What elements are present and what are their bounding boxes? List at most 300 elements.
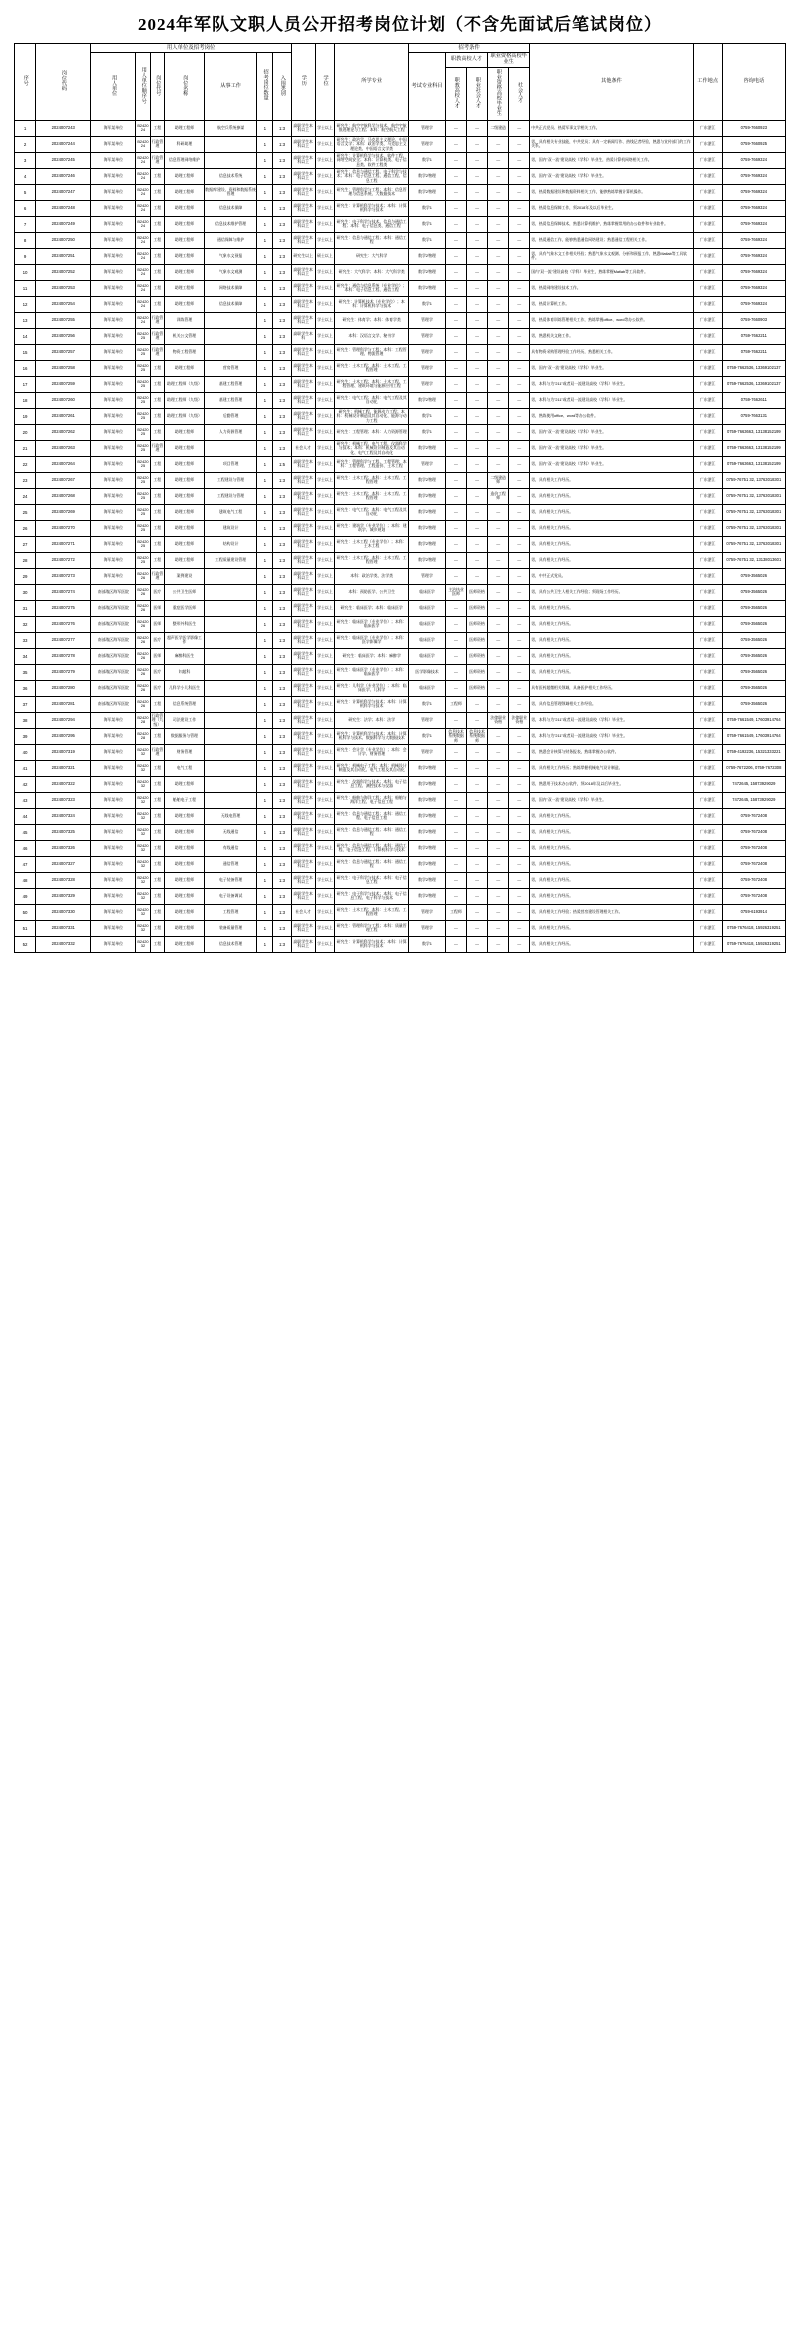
cell-pos: 工程 — [150, 920, 164, 936]
cell-subject: 临床医学 — [409, 632, 446, 648]
cell-posname: 助理工程师 — [165, 552, 205, 568]
cell-no: 40 — [15, 744, 36, 760]
cell-seq: B242024 — [136, 184, 150, 200]
cell-subject: 数学2物理 — [409, 280, 446, 296]
cell-n: 1 — [257, 568, 273, 584]
cell-subject: 数学2物理 — [409, 472, 446, 488]
cell-phone: 0759-7676418, 15926319251 — [722, 936, 785, 952]
cell-pos: 工程 — [150, 280, 164, 296]
cell-deg: 学士以上 — [315, 856, 335, 872]
cell-c3: — — [488, 552, 509, 568]
cell-posname: 助理工程师 — [165, 856, 205, 872]
cell-phone: 0759-3565026 — [722, 616, 785, 632]
cell-c2: — — [467, 520, 488, 536]
cell-job: 信息技术系统 — [204, 168, 257, 184]
cell-no: 3 — [15, 152, 36, 168]
cell-major: 研究生：大气科学；本科：大气科学类 — [335, 264, 409, 280]
cell-posname: 助理工程师 — [165, 808, 205, 824]
cell-n: 1 — [257, 536, 273, 552]
cell-c1: — — [445, 744, 466, 760]
cell-c1: — — [445, 408, 466, 424]
cell-major: 研究生：机械工程、能源动力工程；本科：机械设计制造及其自动化、能源与动力工程 — [336, 408, 407, 423]
cell-posname: 助理工程师 — [165, 840, 205, 856]
cell-dept: 海军某单位 — [91, 760, 136, 776]
cell-subject: 临床医学 — [409, 584, 446, 600]
cell-seq: B242032 — [136, 776, 150, 792]
table-row — [15, 712, 786, 728]
cell-phone: 0759-7669324 — [722, 184, 785, 200]
cell-ratio: 1:3 — [273, 600, 292, 616]
cell-phone: 0759-3565026 — [722, 568, 785, 584]
cell-pos: 工程 — [150, 776, 164, 792]
cell-c2: — — [467, 360, 488, 376]
cell-seq: B242026 — [136, 616, 150, 632]
cell-dept: 南部战区海军医院 — [91, 632, 136, 648]
cell-other: 男，国内"双一流"建设高校（学科）毕业生。 — [530, 440, 693, 456]
cell-job: 气象水文观测 — [204, 264, 257, 280]
cell-c1: — — [445, 184, 466, 200]
cell-other: 男，热爱网络建设技术工作。 — [530, 280, 693, 296]
cell-phone: 0759-7672408 — [722, 840, 785, 856]
table-row — [15, 920, 786, 936]
cell-pos: 工程 — [150, 472, 164, 488]
table-row — [15, 120, 786, 136]
cell-posname: 助理工程师 — [165, 440, 205, 456]
cell-phone: 0759-76751 32, 13763018301 — [722, 536, 785, 552]
cell-pos: 工程 — [150, 792, 164, 808]
cell-edu: 高职学生本科以上 — [291, 568, 315, 584]
cell-subject: 数学1 — [409, 200, 446, 216]
cell-n: 1 — [257, 152, 273, 168]
cell-job — [204, 600, 257, 616]
cell-dept: 海军某单位 — [91, 728, 136, 744]
cell-ratio: 1:3 — [273, 376, 292, 392]
cell-subject: 管理学 — [409, 920, 446, 936]
cell-n: 1 — [257, 312, 273, 328]
cell-dept: 海军某单位 — [91, 712, 136, 728]
cell-posname: 司法建设工作 — [165, 712, 205, 728]
cell-phone: 0759-6193914 — [722, 904, 785, 920]
cell-c2: — — [467, 376, 488, 392]
cell-dept: 海军某单位 — [91, 744, 136, 760]
cell-dept: 海军某单位 — [91, 872, 136, 888]
cell-no: 11 — [15, 280, 36, 296]
table-row — [15, 664, 786, 680]
cell-code: 2024007269 — [36, 504, 91, 520]
cell-other: 男，熟练使用office、word等办公软件。 — [530, 408, 693, 424]
cell-c1: — — [445, 248, 466, 264]
cell-seq: B242032 — [136, 840, 150, 856]
cell-pos: 工程 — [150, 696, 164, 712]
table-row — [15, 296, 786, 312]
cell-dept: 海军某单位 — [91, 536, 136, 552]
cell-ratio: 1:3 — [273, 248, 292, 264]
cell-seq: B242032 — [136, 936, 150, 952]
cell-other: 男，具有相关工作经历。 — [530, 888, 693, 904]
cell-major: 研究生：船舶与海洋工程；本科：船舶与海洋工程、电子信息工程 — [335, 792, 409, 808]
cell-phone: 0759-7660923 — [722, 120, 785, 136]
cell-c3: — — [488, 632, 509, 648]
cell-major: 研究生：计算机科学与技术；本科：计算机科学与技术 — [335, 936, 409, 952]
cell-phone: 0759-3565026 — [722, 600, 785, 616]
table-row — [15, 456, 786, 472]
cell-c4: — — [509, 696, 530, 712]
cell-edu: 高职学生本科以上 — [291, 264, 315, 280]
cell-n: 1 — [257, 664, 273, 680]
table-row — [15, 152, 786, 168]
cell-c4: — — [509, 584, 530, 600]
cell-c1: — — [445, 856, 466, 872]
cell-c2: — — [467, 840, 488, 856]
cell-deg: 学士以上 — [315, 584, 335, 600]
cell-phone: 0759-76751 32, 13763018301 — [722, 504, 785, 520]
cell-n: 1 — [257, 488, 273, 504]
cell-job: 建筑设计 — [204, 520, 257, 536]
cell-n: 1 — [257, 168, 273, 184]
cell-c3: — — [488, 824, 509, 840]
cell-deg: 学士以上 — [315, 728, 335, 744]
table-row — [15, 936, 786, 952]
cell-edu: 高职学生本科以上 — [291, 344, 315, 360]
cell-pos: 工程 — [150, 392, 164, 408]
cell-other: 男，具有公共卫生人相关工作经验；须现场工作经历。 — [530, 584, 693, 600]
cell-deg: 学士以上 — [315, 312, 335, 328]
cell-other: 男，具有相关工作经历。 — [530, 520, 693, 536]
cell-pos: 工程 — [150, 520, 164, 536]
cell-posname: 超声医学医学影像工作 — [165, 632, 205, 648]
cell-other: 男，国内"双一流"建设高校（学科）毕业生，热爱计算机网络相关工作。 — [530, 152, 693, 168]
cell-c4: — — [509, 520, 530, 536]
cell-pos: 工程 — [150, 856, 164, 872]
cell-phone: 0759-7662611 — [722, 392, 785, 408]
cell-posname: 助理工程师 — [165, 264, 205, 280]
cell-other: 男，具有相关工作经历。 — [530, 824, 693, 840]
cell-deg: 学士以上 — [315, 696, 335, 712]
cell-seq: B242025 — [136, 504, 150, 520]
cell-edu: 高职学生本科以上 — [291, 840, 315, 856]
cell-deg: 学士以上 — [315, 888, 335, 904]
cell-other: 男，具有相关工作经历。 — [530, 600, 693, 616]
cell-major: 研究生：信息与通信工程、电子科学与技术；本科：电子信息工程、通信工程、信息工程 — [336, 168, 407, 183]
cell-major: 研究生：土木工程（专业学位）；本科：土木工程 — [335, 536, 409, 552]
cell-c3: — — [488, 168, 509, 184]
table-row — [15, 728, 786, 744]
cell-pos: 行政管理 — [150, 328, 164, 344]
cell-c1: — — [445, 792, 466, 808]
cell-no: 49 — [15, 888, 36, 904]
cell-c2: — — [467, 424, 488, 440]
cell-posname: 训练管理 — [165, 312, 205, 328]
cell-n: 1 — [257, 696, 273, 712]
cell-deg: 学士以上 — [315, 344, 335, 360]
cell-deg: 学士以上 — [315, 264, 335, 280]
cell-c1: — — [445, 392, 466, 408]
table-row — [15, 856, 786, 872]
cell-c1: — — [445, 456, 466, 472]
cell-dept: 南部战区海军医院 — [91, 616, 136, 632]
cell-subject: 数学1 — [409, 152, 446, 168]
cell-dept: 海军某单位 — [91, 920, 136, 936]
cell-major: 研究生：计算机科学与技术、软件工程、网络空间安全；本科：计算机类、电子信息类、软件工程类 — [336, 152, 407, 167]
cell-major: 研究生：儿科学（专业学位）；本科：临床医学、儿科学 — [335, 680, 409, 696]
cell-seq: B242025 — [136, 472, 150, 488]
cell-dept: 海军某单位 — [91, 216, 136, 232]
cell-no: 45 — [15, 824, 36, 840]
cell-subject: 管理学 — [409, 120, 446, 136]
cell-c1: — — [445, 264, 466, 280]
cell-n: 1 — [257, 456, 273, 472]
cell-pos: 医疗 — [150, 632, 164, 648]
cell-seq: B242032 — [136, 760, 150, 776]
table-row — [15, 360, 786, 376]
cell-place: 广东湛江 — [693, 152, 722, 168]
table-row — [15, 472, 786, 488]
cell-major: 研究生：管理科学与工程；本科：工程管理、物流管理 — [335, 344, 409, 360]
cell-pos: 工程 — [150, 184, 164, 200]
table-row — [15, 744, 786, 760]
cell-c1: — — [445, 760, 466, 776]
cell-major: 研究生：机械工程、电气工程、仪器科学与技术；本科：机械设计制造及其自动化、电气工程及其自动化 — [336, 440, 407, 455]
cell-seq: B242025 — [136, 376, 150, 392]
cell-no: 1 — [15, 120, 36, 136]
cell-n: 1 — [257, 232, 273, 248]
cell-no: 15 — [15, 344, 36, 360]
cell-job: 人力资源管理 — [204, 424, 257, 440]
table-row — [15, 552, 786, 568]
cell-c1: — — [445, 136, 466, 152]
cell-ratio: 1:3 — [273, 808, 292, 824]
cell-no: 9 — [15, 248, 36, 264]
cell-c4: — — [509, 840, 530, 856]
cell-code: 2024007260 — [36, 392, 91, 408]
cell-code: 2024007263 — [36, 440, 91, 456]
cell-n: 1 — [257, 760, 273, 776]
cell-c4: — — [509, 856, 530, 872]
cell-c2: — — [467, 264, 488, 280]
cell-job — [204, 568, 257, 584]
cell-place: 广东湛江 — [693, 776, 722, 792]
cell-deg: 学士以上 — [315, 136, 335, 152]
cell-seq: B242032 — [136, 808, 150, 824]
cell-n: 1 — [257, 856, 273, 872]
cell-job — [204, 664, 257, 680]
cell-pos: 行政管理 — [150, 440, 164, 456]
cell-phone: 0759-3565026 — [722, 632, 785, 648]
cell-job — [204, 680, 257, 696]
cell-c1: — — [445, 120, 466, 136]
cell-deg: 学士以上 — [315, 408, 335, 424]
table-row — [15, 872, 786, 888]
cell-c4: — — [509, 824, 530, 840]
cell-code: 2024007256 — [36, 328, 91, 344]
cell-phone: 0759-7669324 — [722, 216, 785, 232]
cell-job — [204, 792, 257, 808]
cell-subject: 数学2物理 — [409, 520, 446, 536]
cell-c2: 医师资格 — [467, 616, 488, 632]
cell-pos: 工程 — [150, 872, 164, 888]
cell-dept: 海军某单位 — [91, 488, 136, 504]
cell-major: 研究生：政治学、马克思主义理论、中国语言文学；本科：政治学类、马克思主义理论类、中国语言文学类 — [336, 136, 407, 151]
cell-phone: 0759-7669324 — [722, 264, 785, 280]
cell-n: 1 — [257, 376, 273, 392]
cell-subject: 医学影像技术 — [409, 664, 446, 680]
cell-phone: 0759-3565026 — [722, 696, 785, 712]
cell-pos: 工程 — [150, 408, 164, 424]
cell-ratio: 1:3 — [273, 168, 292, 184]
table-row — [15, 568, 786, 584]
cell-dept: 海军某单位 — [91, 120, 136, 136]
table-row — [15, 776, 786, 792]
cell-code: 2024007268 — [36, 488, 91, 504]
cell-c1: — — [445, 312, 466, 328]
cell-c4: — — [509, 568, 530, 584]
cell-subject: 管理学 — [409, 328, 446, 344]
cell-edu: 高职学生本科以上 — [291, 216, 315, 232]
cell-edu: 高职学生本科以上 — [291, 776, 315, 792]
cell-major: 研究生：大气科学 — [335, 248, 409, 264]
cell-ratio: 1:3 — [273, 680, 292, 696]
cell-ratio: 1:3 — [273, 184, 292, 200]
cell-phone: 0759-7662536, 13369102137 — [722, 360, 785, 376]
th-count: 招考岗位数量 — [257, 53, 273, 121]
table-row — [15, 840, 786, 856]
cell-other: 男，具有相关工作经历。 — [530, 936, 693, 952]
cell-ratio: 1:3 — [273, 408, 292, 424]
cell-n: 1 — [257, 872, 273, 888]
cell-code: 2024007274 — [36, 584, 91, 600]
table-row — [15, 504, 786, 520]
cell-edu: 高职学生本科以上 — [291, 280, 315, 296]
cell-c2: — — [467, 936, 488, 952]
cell-pos: 工程 — [150, 200, 164, 216]
cell-major: 研究生：计算机科学与技术；本科：计算机科学与技术、数据科学与大数据技术 — [335, 728, 409, 744]
cell-ratio: 1:3 — [273, 616, 292, 632]
table-row — [15, 216, 786, 232]
cell-major: 本科：汉语言文学、秘书学 — [335, 328, 409, 344]
cell-no: 52 — [15, 936, 36, 952]
cell-pos: 工程 — [150, 376, 164, 392]
cell-posname: 助理工程师 — [165, 888, 205, 904]
cell-pos: 工程 — [150, 840, 164, 856]
cell-place: 广东湛江 — [693, 424, 722, 440]
cell-posname: 助理工程师 — [165, 904, 205, 920]
cell-subject: 管理学 — [409, 376, 446, 392]
cell-no: 48 — [15, 872, 36, 888]
cell-c4: — — [509, 632, 530, 648]
cell-job: 通信保障与维护 — [204, 232, 257, 248]
cell-seq: B242032 — [136, 872, 150, 888]
cell-deg: 学士以上 — [315, 936, 335, 952]
cell-phone: 0759-76751 32, 13138013601 — [722, 552, 785, 568]
cell-phone: 0759-7660903 — [722, 312, 785, 328]
cell-phone: 0759-7663663, 13138152199 — [722, 424, 785, 440]
cell-edu: 高职学生本科以上 — [291, 632, 315, 648]
cell-c4: — — [509, 872, 530, 888]
cell-posname: 物资工程管理 — [165, 344, 205, 360]
cell-other: 男，具有相关工作经历。 — [530, 920, 693, 936]
cell-c2: — — [467, 248, 488, 264]
cell-subject: 数学1 — [409, 728, 446, 744]
cell-c2: — — [467, 824, 488, 840]
cell-c3: — — [488, 456, 509, 472]
cell-no: 37 — [15, 696, 36, 712]
cell-c3: — — [488, 680, 509, 696]
cell-major: 研究生：工程管理；本科：人力资源管理 — [335, 424, 409, 440]
cell-pos: 行政管理 — [150, 136, 164, 152]
cell-deg: 学士以上 — [315, 808, 335, 824]
cell-phone: 0759-3565026 — [722, 680, 785, 696]
cell-c2: — — [467, 216, 488, 232]
cell-place: 广东湛江 — [693, 840, 722, 856]
cell-dept: 海军某单位 — [91, 936, 136, 952]
cell-edu: 高职学生本科以上 — [291, 520, 315, 536]
cell-c3: — — [488, 216, 509, 232]
cell-n: 1 — [257, 824, 273, 840]
cell-place: 广东湛江 — [693, 456, 722, 472]
cell-n: 1 — [257, 440, 273, 456]
cell-other: 男，具有相关工作经历。 — [530, 664, 693, 680]
cell-major: 研究生：通信与信息系统（专业学位）；本科：电子信息工程、通信工程 — [335, 280, 409, 296]
cell-n: 1 — [257, 344, 273, 360]
cell-seq: B242024 — [136, 248, 150, 264]
cell-ratio: 1:3 — [273, 920, 292, 936]
cell-dept: 海军某单位 — [91, 360, 136, 376]
cell-c1: — — [445, 920, 466, 936]
cell-posname: 助理工程师 — [165, 280, 205, 296]
cell-dept: 海军某单位 — [91, 456, 136, 472]
cell-c3: — — [488, 760, 509, 776]
cell-seq: B242025 — [136, 536, 150, 552]
cell-posname: 信息系统管理 — [165, 696, 205, 712]
table-row — [15, 232, 786, 248]
cell-phone: 0759-7662211 — [722, 344, 785, 360]
cell-major: 研究生：法学；本科：法学 — [335, 712, 409, 728]
cell-code: 2024007245 — [36, 152, 91, 168]
cell-ratio: 1:3 — [273, 648, 292, 664]
cell-phone: 0759-7672408 — [722, 856, 785, 872]
cell-ratio: 1:3 — [273, 888, 292, 904]
cell-job: 网络技术保障 — [204, 280, 257, 296]
cell-c1: — — [445, 872, 466, 888]
cell-posname: 助理工程师 — [165, 536, 205, 552]
cell-c3: — — [488, 856, 509, 872]
cell-subject: 数学2物理 — [409, 808, 446, 824]
cell-c4: — — [509, 248, 530, 264]
cell-other: 男，具有气象水文工作相关经验；熟悉气象水文观测、分析和预报工作，熟悉Matlab等工具软件。 — [530, 248, 693, 264]
cell-major: 研究生：体育学；本科：体育学类 — [335, 312, 409, 328]
cell-ratio: 1:3 — [273, 488, 292, 504]
cell-c3: 法律职业资格 — [488, 712, 509, 728]
table-row — [15, 584, 786, 600]
cell-dept: 海军某单位 — [91, 232, 136, 248]
cell-posname: 助理工程师 — [165, 168, 205, 184]
cell-pos: 行政管理 — [150, 312, 164, 328]
table-row — [15, 376, 786, 392]
table-header — [15, 44, 786, 121]
cell-c1: — — [445, 360, 466, 376]
cell-c1: — — [445, 664, 466, 680]
cell-job: 电子设备调试 — [204, 888, 257, 904]
cell-subject: 数学2物理 — [409, 168, 446, 184]
cell-c1: — — [445, 888, 466, 904]
cell-dept: 海军某单位 — [91, 168, 136, 184]
cell-job: 基建工程管理 — [204, 376, 257, 392]
cell-place: 广东湛江 — [693, 536, 722, 552]
cell-subject: 数学2物理 — [409, 760, 446, 776]
cell-n: 1 — [257, 472, 273, 488]
cell-dept: 海军某单位 — [91, 504, 136, 520]
cell-dept: 海军某单位 — [91, 808, 136, 824]
